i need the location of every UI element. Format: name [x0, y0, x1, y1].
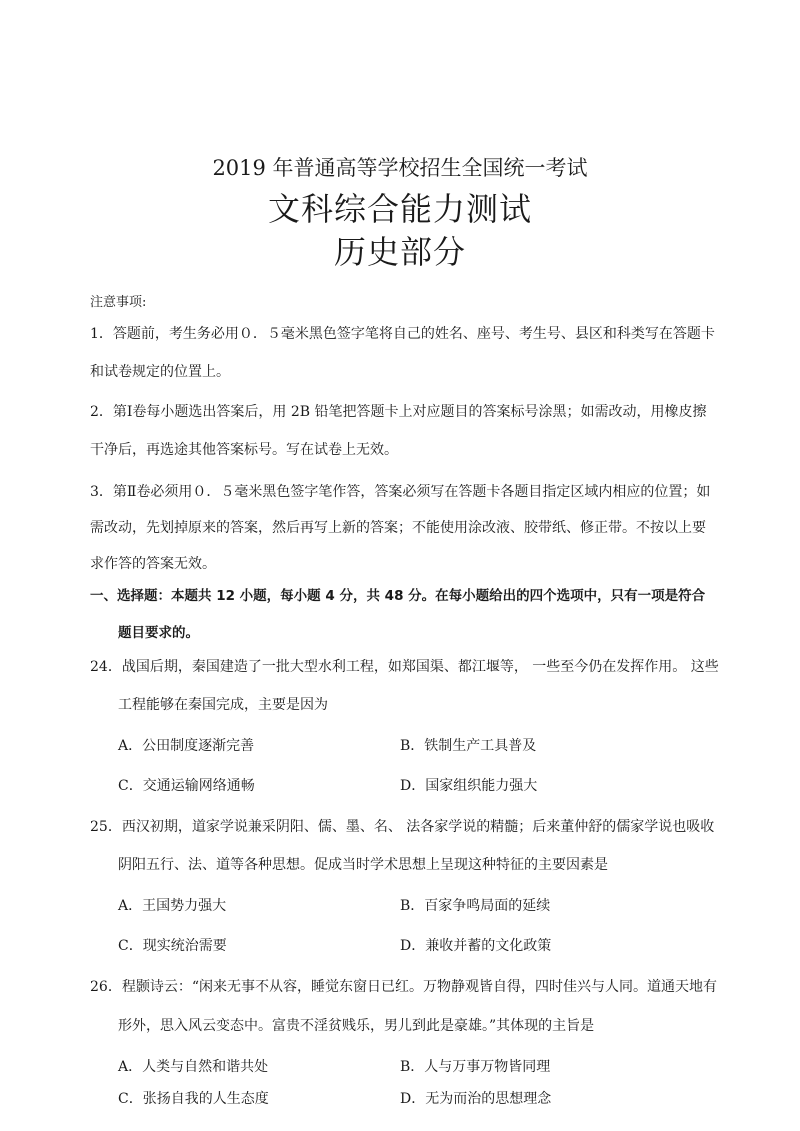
question-26-option-c: C．张扬自我的人生态度	[118, 1091, 269, 1107]
section-1-heading: 一、选择题：本题共 12 小题，每小题 4 分，共 48 分。在每小题给出的四个选项中，只有一项是符合	[90, 588, 706, 604]
question-24-option-b: B．铁制生产工具普及	[400, 738, 537, 754]
notice-item-2-line-1: 2．第Ⅰ卷每小题选出答案后，用 2B 铅笔把答题卡上对应题目的答案标号涂黑；如需改动，用橡皮擦	[90, 404, 707, 420]
question-25-stem-line-2: 阴阳五行、法、道等各种思想。促成当时学术思想上呈现这种特征的主要因素是	[118, 857, 608, 873]
question-25-option-b: B．百家争鸣局面的延续	[400, 898, 551, 914]
question-24-stem-line-2: 工程能够在秦国完成，主要是因为	[118, 697, 328, 713]
question-24-option-a: A．公田制度逐渐完善	[118, 738, 255, 754]
question-26-option-b: B．人与万事万物皆同理	[400, 1059, 551, 1075]
section-title: 历史部分	[333, 233, 466, 271]
question-26-option-d: D．无为而治的思想理念	[400, 1091, 552, 1107]
question-24-option-c: C．交通运输网络通畅	[118, 778, 255, 794]
question-26-stem-line-2: 形外，思入风云变态中。富贵不淫贫贱乐，男儿到此是豪雄。”其体现的主旨是	[118, 1018, 595, 1034]
question-26-stem-line-1: 26．程颢诗云：“闲来无事不从容，睡觉东窗日已红。万物静观皆自得，四时佳兴与人同。道通天地有	[90, 979, 717, 995]
notice-item-3-line-2: 需改动，先划掉原来的答案，然后再写上新的答案；不能使用涂改液、胶带纸、修正带。不按以上要	[90, 520, 706, 536]
notice-item-2-line-2: 干净后，再选途其他答案标号。写在试卷上无效。	[90, 442, 398, 458]
question-24-stem-line-1: 24．战国后期，秦国建造了一批大型水利工程，如郑国渠、都江堰等， 一些至今仍在发挥作用。 这些	[90, 659, 719, 675]
notice-item-3-line-1: 3．第Ⅱ卷必须用０．５毫米黑色签字笔作答，答案必须写在答题卡各题目指定区域内相应的位置；如	[90, 484, 711, 500]
question-25-option-a: A．王国势力强大	[118, 898, 227, 914]
subject-title: 文科综合能力测试	[267, 190, 532, 228]
notice-item-1-line-2: 和试卷规定的位置上。	[90, 364, 230, 380]
question-25-option-d: D．兼收并蓄的文化政策	[400, 938, 552, 954]
notice-heading: 注意事项:	[90, 295, 147, 310]
notice-item-3-line-3: 求作答的答案无效。	[90, 556, 216, 572]
notice-item-1-line-1: 1．答题前，考生务必用０．５毫米黑色签字笔将自己的姓名、座号、考生号、县区和科类写在答题卡	[90, 326, 715, 342]
section-1-heading-cont: 题目要求的。	[118, 625, 199, 641]
question-24-option-d: D．国家组织能力强大	[400, 778, 538, 794]
question-25-stem-line-1: 25．西汉初期，道家学说兼采阴阳、儒、墨、名、 法各家学说的精髓；后来董仲舒的儒家学说也吸收	[90, 819, 715, 835]
question-25-option-c: C．现实统治需要	[118, 938, 227, 954]
question-26-option-a: A．人类与自然和谐共处	[118, 1059, 269, 1075]
exam-title: 2019 年普通高等学校招生全国统一考试	[212, 156, 588, 180]
